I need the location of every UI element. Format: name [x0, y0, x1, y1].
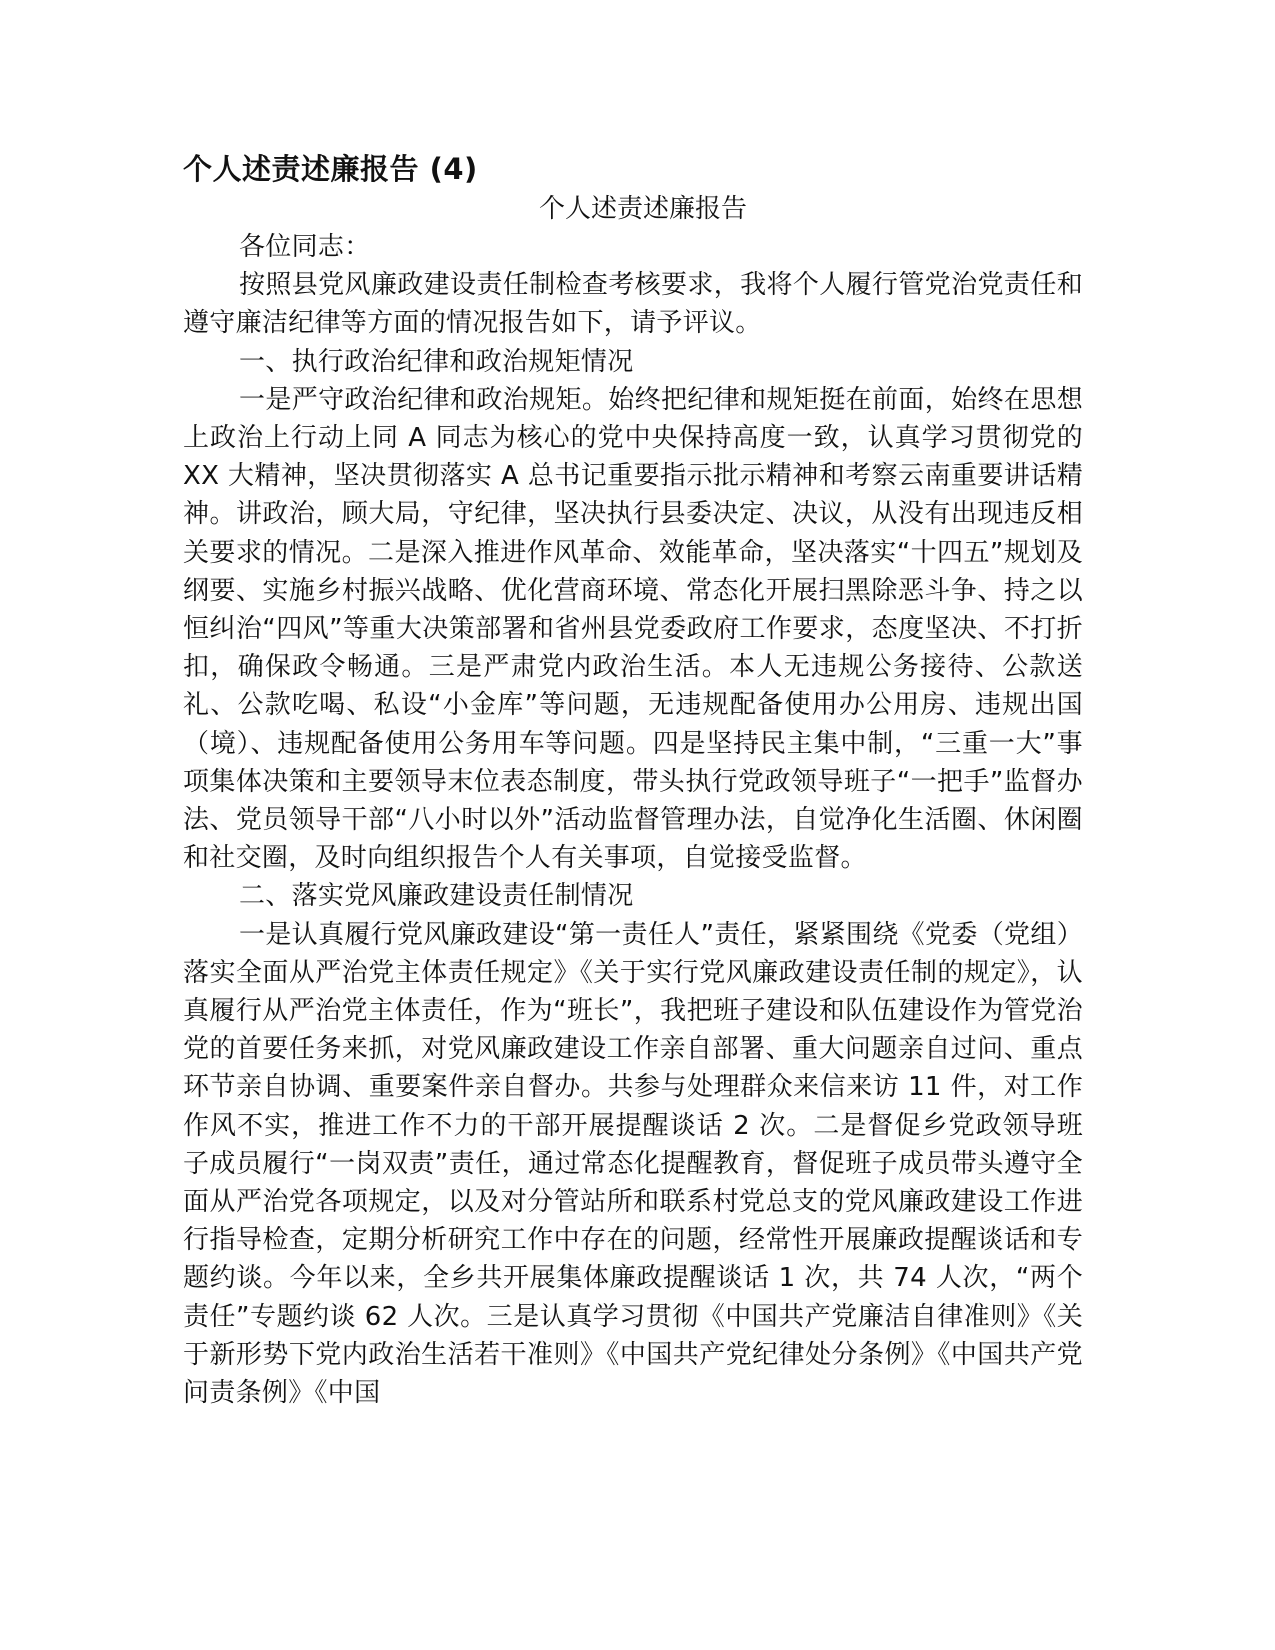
section-heading-1: 一、执行政治纪律和政治规矩情况 — [239, 346, 634, 377]
intro-paragraph: 按照县党风廉政建设责任制检查考核要求，我将个人履行管党治党责任和遵守廉洁纪律等方面的情况报告如下，请予评议。 — [183, 270, 1083, 339]
salutation: 各位同志： — [239, 232, 371, 262]
document-title: 个人述责述廉报告 (4) — [183, 152, 478, 186]
section-heading-2: 二、落实党风廉政建设责任制情况 — [239, 881, 634, 912]
section-2-body: 一是认真履行党风廉政建设“第一责任人”责任，紧紧围绕《党委（党组）落实全面从严治党主体责任规定》《关于实行党风廉政建设责任制的规定》，认真履行从严治党主体责任，作为“班长”，我把班子建设和队伍建设作为管党治党的首要任务来抓，对党风廉政建设工作亲自部署、重大问题亲自过问、重点环节亲自协调、重要案件亲自督办。共参与处理群众来信来访 11 件，对工作作风不实，推进工作不力的干部开展提醒谈话 2 次。二是督促乡党政领导班子成员履行“一岗双责”责任，通过常态化提醒教育，督促班子成员带头遵守全面从严治党各项规定，以及对分管站所和联系村党总支的党风廉政建设工作进行指导检查，定期分析研究工作中存在的问题，经常性开展廉政提醒谈话和专题约谈。今年以来，全乡共开展集体廉政提醒谈话 1 次，共 74 人次，“两个责任”专题约谈 62 人次。三是认真学习贯彻《中国共产党廉洁自律准则》《关于新形势下党内政治生活若干准则》《中国共产党纪律处分条例》《中国共产党问责条例》《中国 — [183, 919, 1083, 1409]
document-subtitle: 个人述责述廉报告 — [538, 194, 747, 224]
section-1-body: 一是严守政治纪律和政治规矩。始终把纪律和规矩挺在前面，始终在思想上政治上行动上同 A 同志为核心的党中央保持高度一致，认真学习贯彻党的 XX 大精神，坚决贯彻落实 A 总书记重要指示批示精神和考察云南重要讲话精神。讲政治，顾大局，守纪律，坚决执行县委决定、决议，从没有出现违反相关要求的情况。二是深入推进作风革命、效能革命，坚决落实“十四五”规划及纲要、实施乡村振兴战略、优化营商环境、常态化开展扫黑除恶斗争、持之以恒纠治“四风”等重大决策部署和省州县党委政府工作要求，态度坚决、不打折扣，确保政令畅通。三是严肃党内政治生活。本人无违规公务接待、公款送礼、公款吃喝、私设“小金库”等问题，无违规配备使用办公用房、违规出国（境）、违规配备使用公务用车等问题。四是坚持民主集中制，“三重一大”事项集体决策和主要领导末位表态制度，带头执行党政领导班子“一把手”监督办法、党员领导干部“八小时以外”活动监督管理办法，自觉净化生活圈、休闲圈和社交圈，及时向组织报告个人有关事项，自觉接受监督。 — [183, 384, 1083, 874]
document-page — [183, 148, 1083, 1412]
